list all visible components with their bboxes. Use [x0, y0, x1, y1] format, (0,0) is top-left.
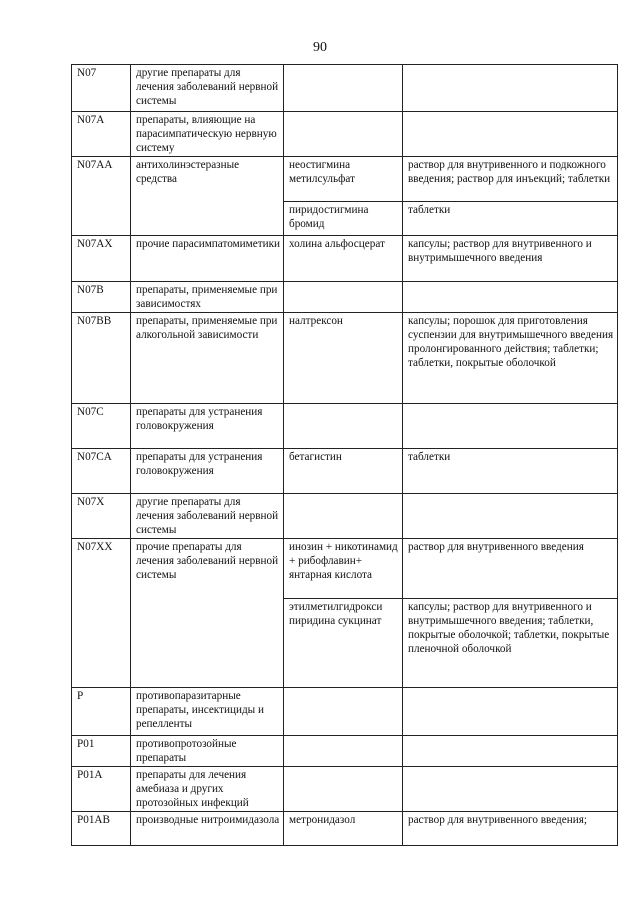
dosage-form-cell	[403, 494, 618, 539]
group-name-cell: прочие парасимпатомиметики	[131, 236, 284, 282]
drug-name-cell	[284, 767, 403, 812]
drug-name-cell	[284, 494, 403, 539]
dosage-form-cell: таблетки	[403, 202, 618, 236]
table-row	[72, 157, 618, 202]
dosage-form-cell	[403, 282, 618, 313]
drug-name-cell: налтрексон	[284, 313, 403, 404]
atc-code-cell: N07CA	[72, 449, 131, 494]
drug-name-cell: холина альфосцерат	[284, 236, 403, 282]
atc-code-cell: P	[72, 688, 131, 736]
group-name-cell: другие препараты для лечения заболеваний нервной системы	[131, 494, 284, 539]
drug-name-cell: метронидазол	[284, 812, 403, 846]
table-row	[72, 112, 618, 157]
table-row	[72, 449, 618, 494]
table-row	[72, 65, 618, 112]
group-name-cell: производные нитроимидазола	[131, 812, 284, 846]
table-row	[72, 539, 618, 599]
drug-name-cell	[284, 736, 403, 767]
drug-name-cell	[284, 688, 403, 736]
drug-name-cell: бетагистин	[284, 449, 403, 494]
atc-code-cell: N07AX	[72, 236, 131, 282]
dosage-form-cell	[403, 736, 618, 767]
atc-code-cell: N07	[72, 65, 131, 112]
atc-code-cell: P01AB	[72, 812, 131, 846]
dosage-form-cell: раствор для внутривенного введения;	[403, 812, 618, 846]
group-name-cell: антихолинэстеразные средства	[131, 157, 284, 236]
drug-name-cell	[284, 404, 403, 449]
drug-name-cell: инозин + никотинамид + рибофлавин+ янтарная кислота	[284, 539, 403, 599]
group-name-cell: препараты для лечения амебиаза и других протозойных инфекций	[131, 767, 284, 812]
group-name-cell: противопаразитарные препараты, инсектициды и репелленты	[131, 688, 284, 736]
dosage-form-cell: раствор для внутривенного и подкожного введения; раствор для инъекций; таблетки	[403, 157, 618, 202]
dosage-form-cell	[403, 65, 618, 112]
table-row	[72, 404, 618, 449]
atc-code-cell: P01A	[72, 767, 131, 812]
dosage-form-cell: капсулы; порошок для приготовления суспензии для внутримышечного введения пролонгированного действия; таблетки; таблетки, покрытые оболочкой	[403, 313, 618, 404]
dosage-form-cell	[403, 688, 618, 736]
table-row	[72, 767, 618, 812]
drug-table	[71, 64, 618, 846]
drug-name-cell	[284, 65, 403, 112]
dosage-form-cell: капсулы; раствор для внутривенного и внутримышечного введения	[403, 236, 618, 282]
table-row	[72, 313, 618, 404]
table-row	[72, 736, 618, 767]
group-name-cell: прочие препараты для лечения заболеваний нервной системы	[131, 539, 284, 688]
drug-name-cell	[284, 112, 403, 157]
group-name-cell: препараты для устранения головокружения	[131, 404, 284, 449]
group-name-cell: противопротозойные препараты	[131, 736, 284, 767]
atc-code-cell: N07XX	[72, 539, 131, 688]
atc-code-cell: N07C	[72, 404, 131, 449]
table-row	[72, 812, 618, 846]
dosage-form-cell: раствор для внутривенного введения	[403, 539, 618, 599]
atc-code-cell: P01	[72, 736, 131, 767]
group-name-cell: препараты, применяемые при алкогольной зависимости	[131, 313, 284, 404]
dosage-form-cell: капсулы; раствор для внутривенного и внутримышечного введения; таблетки, покрытые оболочкой; таблетки, покрытые пленочной оболочкой	[403, 599, 618, 688]
table-row	[72, 282, 618, 313]
atc-code-cell: N07B	[72, 282, 131, 313]
group-name-cell: препараты, влияющие на парасимпатическую нервную систему	[131, 112, 284, 157]
drug-name-cell: неостигмина метилсульфат	[284, 157, 403, 202]
dosage-form-cell	[403, 112, 618, 157]
atc-code-cell: N07A	[72, 112, 131, 157]
table-row	[72, 494, 618, 539]
dosage-form-cell	[403, 767, 618, 812]
dosage-form-cell: таблетки	[403, 449, 618, 494]
drug-name-cell: пиридостигмина бромид	[284, 202, 403, 236]
atc-code-cell: N07X	[72, 494, 131, 539]
table-row	[72, 236, 618, 282]
atc-code-cell: N07BB	[72, 313, 131, 404]
table-row	[72, 688, 618, 736]
dosage-form-cell	[403, 404, 618, 449]
group-name-cell: препараты для устранения головокружения	[131, 449, 284, 494]
drug-name-cell: этилметилгидрокси пиридина сукцинат	[284, 599, 403, 688]
atc-code-cell: N07AA	[72, 157, 131, 236]
group-name-cell: препараты, применяемые при зависимостях	[131, 282, 284, 313]
group-name-cell: другие препараты для лечения заболеваний нервной системы	[131, 65, 284, 112]
drug-name-cell	[284, 282, 403, 313]
page-number: 90	[313, 40, 327, 55]
